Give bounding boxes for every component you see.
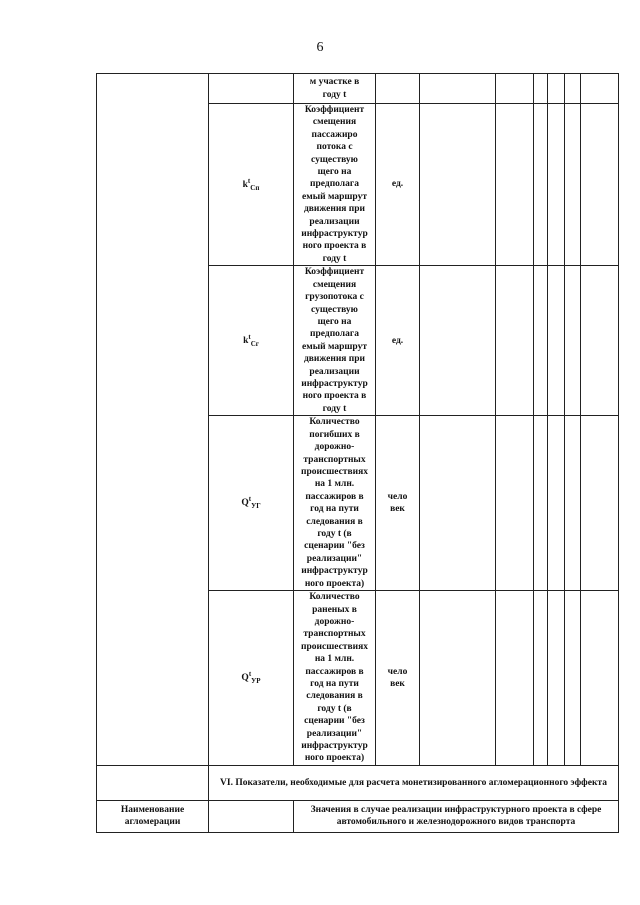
indicator-unit: ед. — [376, 266, 420, 416]
value-cell — [548, 104, 565, 266]
symbol-superscript: t — [248, 332, 251, 341]
agglomeration-name-header: Наименование агломерации — [97, 800, 209, 832]
symbol-subscript: УГ — [251, 502, 261, 511]
value-cell — [548, 74, 565, 104]
values-header: Значения в случае реализации инфраструктурного проекта в сфере автомобильного и железнодорожного видов транспорта — [294, 800, 619, 832]
agglomeration-header-row — [97, 800, 619, 832]
value-cell — [534, 266, 548, 416]
symbol-base: Q — [241, 673, 249, 684]
indicator-symbol — [209, 74, 294, 104]
section-vi-left-cell — [97, 765, 209, 800]
indicator-symbol — [209, 266, 294, 416]
section-vi-title: VI. Показатели, необходимые для расчета монетизированного агломерационного эффекта — [209, 765, 619, 800]
value-cell — [534, 104, 548, 266]
value-cell — [534, 416, 548, 591]
value-cell — [565, 266, 581, 416]
value-cell — [548, 591, 565, 766]
value-cell — [581, 74, 619, 104]
indicator-description: Коэффициент смещения грузопотока с существую щего на предполага емый маршрут движения при реализации инфраструктур ного проекта в году t — [294, 266, 376, 416]
indicator-description: Коэффициент смещения пассажиро потока с существую щего на предполага емый маршрут движения при реализации инфраструктур ного проекта в году t — [294, 104, 376, 266]
value-cell — [496, 591, 534, 766]
symbol-superscript: t — [248, 670, 252, 679]
indicator-symbol — [209, 416, 294, 591]
indicator-unit: чело век — [376, 591, 420, 766]
value-cell — [496, 104, 534, 266]
value-cell — [581, 266, 619, 416]
indicator-description: Количество раненых в дорожно- транспортных происшествиях на 1 млн. пассажиров в год на пути следования в году t (в сценарии "без реализации" инфраструктур ного проекта) — [294, 591, 376, 766]
indicator-description: Количество погибших в дорожно- транспортных происшествиях на 1 млн. пассажиров в год на пути следования в году t (в сценарии "без реализации" инфраструктур ного проекта) — [294, 416, 376, 591]
value-cell — [420, 266, 496, 416]
agglomeration-blank-cell — [209, 800, 294, 832]
value-cell — [420, 591, 496, 766]
symbol-subscript: УР — [251, 677, 261, 686]
value-cell — [496, 416, 534, 591]
indicator-unit: ед. — [376, 104, 420, 266]
indicator-unit — [376, 74, 420, 104]
symbol-superscript: t — [247, 176, 251, 185]
value-cell — [496, 266, 534, 416]
indicators-table — [96, 73, 619, 833]
value-cell — [496, 74, 534, 104]
value-cell — [548, 416, 565, 591]
value-cell — [581, 416, 619, 591]
section-vi-row — [97, 765, 619, 800]
symbol-base: Q — [241, 498, 249, 509]
agglomeration-name-cell — [97, 74, 209, 766]
value-cell — [420, 74, 496, 104]
indicator-description: м участке в году t — [294, 74, 376, 104]
indicator-row — [97, 74, 619, 104]
value-cell — [420, 104, 496, 266]
value-cell — [581, 591, 619, 766]
value-cell — [565, 74, 581, 104]
page-number: 6 — [316, 40, 324, 55]
value-cell — [565, 591, 581, 766]
indicator-symbol — [209, 104, 294, 266]
value-cell — [581, 104, 619, 266]
value-cell — [565, 104, 581, 266]
symbol-base: k — [243, 336, 249, 347]
value-cell — [565, 416, 581, 591]
symbol-subscript: Сп — [250, 183, 260, 192]
symbol-base: k — [242, 180, 248, 191]
value-cell — [548, 266, 565, 416]
indicator-symbol — [209, 591, 294, 766]
symbol-subscript: Сг — [250, 340, 259, 349]
value-cell — [534, 74, 548, 104]
indicator-unit: чело век — [376, 416, 420, 591]
symbol-superscript: t — [248, 495, 252, 504]
value-cell — [534, 591, 548, 766]
value-cell — [420, 416, 496, 591]
